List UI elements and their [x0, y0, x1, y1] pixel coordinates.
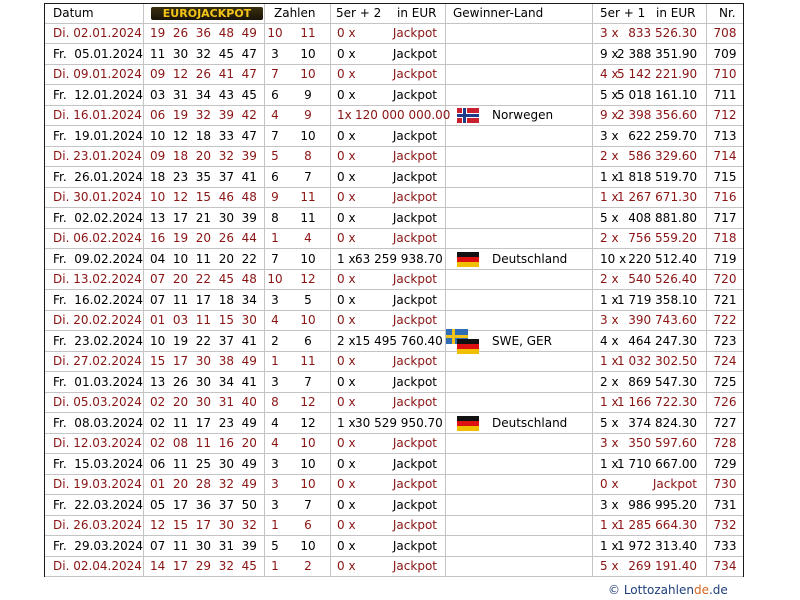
euro-number-2: 10	[300, 436, 316, 450]
table-row	[45, 229, 743, 249]
main-numbers: 07 20 22 45 48	[150, 272, 257, 286]
winners-5-plus-2: 0 x	[337, 149, 356, 163]
winners-5-plus-1: 3 x	[600, 497, 619, 512]
prize-5-plus-2: Jackpot	[392, 231, 437, 245]
winners-5-plus-2: 0 x	[337, 559, 356, 573]
draw-date: Di. 27.02.2024	[53, 354, 142, 368]
winner-country: Deutschland	[492, 415, 568, 430]
prize-5-plus-1: 986 995.20	[628, 497, 697, 512]
winners-5-plus-2: 0 x	[337, 272, 356, 286]
draw-number: 722	[713, 313, 737, 327]
main-numbers: 06 11 25 30 49	[150, 456, 257, 471]
table-row	[45, 414, 743, 434]
winners-5-plus-1: 0 x	[600, 477, 619, 491]
draw-number: 730	[713, 477, 737, 491]
euro-number-2: 10	[300, 46, 316, 61]
euro-number-2: 7	[304, 497, 312, 512]
winners-5-plus-2: 0 x	[337, 210, 356, 225]
euro-number-2: 10	[300, 456, 316, 471]
draw-number: 725	[713, 374, 737, 389]
draw-date: Fr. 23.02.2024	[53, 333, 144, 348]
copyright-tld: .de	[708, 583, 728, 597]
prize-5-plus-2: Jackpot	[392, 67, 437, 81]
table-row	[45, 557, 743, 577]
euro-number-2: 10	[300, 538, 316, 553]
winners-5-plus-1: 9 x	[600, 46, 619, 61]
prize-5-plus-1: 1 818 519.70	[617, 169, 698, 184]
winners-5-plus-1: 2 x	[600, 149, 619, 163]
winners-5-plus-1: 9 x	[600, 108, 619, 122]
main-numbers: 14 17 29 32 45	[150, 559, 257, 573]
prize-5-plus-1: 5 142 221.90	[617, 67, 698, 81]
eurojackpot-logo: EUROJACKPOT	[151, 7, 263, 20]
euro-number-1: 3	[271, 456, 279, 471]
winners-5-plus-1: 5 x	[600, 87, 619, 102]
table-row	[45, 393, 743, 413]
prize-5-plus-1: 390 743.60	[628, 313, 697, 327]
prize-5-plus-2: Jackpot	[392, 559, 437, 573]
main-numbers: 10 12 18 33 47	[150, 128, 257, 143]
prize-5-plus-1: 220 512.40	[628, 251, 697, 266]
prize-5-plus-2: Jackpot	[392, 169, 437, 184]
draw-date: Di. 12.03.2024	[53, 436, 142, 450]
table-row	[45, 24, 743, 44]
draw-date: Fr. 02.02.2024	[53, 210, 144, 225]
table-header-row	[45, 4, 743, 24]
euro-number-1: 4	[271, 108, 279, 122]
draw-number: 717	[713, 210, 737, 225]
euro-number-1: 3	[271, 292, 279, 307]
euro-number-1: 7	[271, 251, 279, 266]
prize-5-plus-1: 1 267 671.30	[617, 190, 698, 204]
germany-flag-icon	[457, 252, 479, 267]
euro-number-2: 7	[304, 374, 312, 389]
draw-date: Di. 06.02.2024	[53, 231, 142, 245]
main-numbers: 13 26 30 34 41	[150, 374, 257, 389]
header-in-eur: in EUR	[397, 6, 437, 20]
header-nr: Nr.	[719, 6, 736, 20]
winners-5-plus-2: 0 x	[337, 46, 356, 61]
copyright-text: © Lottozahlen	[608, 583, 694, 597]
euro-number-2: 5	[304, 292, 312, 307]
prize-5-plus-1: 1 285 664.30	[617, 518, 698, 532]
winners-5-plus-1: 3 x	[600, 26, 619, 40]
winners-5-plus-2: 1 x	[337, 415, 356, 430]
main-numbers: 02 20 30 31 40	[150, 395, 257, 409]
prize-5-plus-2: Jackpot	[392, 497, 437, 512]
draw-date: Di. 19.03.2024	[53, 477, 142, 491]
prize-5-plus-1: 464 247.30	[628, 333, 697, 348]
draw-number: 721	[713, 292, 737, 307]
prize-5-plus-2: Jackpot	[392, 149, 437, 163]
euro-number-1: 5	[271, 538, 279, 553]
table-row	[45, 147, 743, 167]
draw-date: Fr. 29.03.2024	[53, 538, 144, 553]
euro-number-2: 11	[300, 210, 316, 225]
table-row	[45, 332, 743, 352]
draw-date: Di. 13.02.2024	[53, 272, 142, 286]
draw-number: 710	[713, 67, 737, 81]
winners-5-plus-2: 0 x	[337, 87, 356, 102]
euro-number-2: 7	[304, 169, 312, 184]
prize-5-plus-2: 30 529 950.70	[355, 415, 443, 430]
table-row	[45, 537, 743, 557]
prize-5-plus-1: 540 526.40	[628, 272, 697, 286]
euro-number-1: 1	[271, 354, 279, 368]
winners-5-plus-1: 4 x	[600, 67, 619, 81]
winners-5-plus-2: 0 x	[337, 169, 356, 184]
table-row	[45, 434, 743, 454]
winners-5-plus-2: 0 x	[337, 128, 356, 143]
winners-5-plus-2: 0 x	[337, 395, 356, 409]
winners-5-plus-1: 3 x	[600, 128, 619, 143]
euro-number-1: 6	[271, 169, 279, 184]
euro-number-1: 9	[271, 190, 279, 204]
draw-date: Fr. 01.03.2024	[53, 374, 144, 389]
draw-number: 712	[713, 108, 737, 122]
main-numbers: 16 19 20 26 44	[150, 231, 257, 245]
main-numbers: 13 17 21 30 39	[150, 210, 257, 225]
prize-5-plus-1: 1 719 358.10	[617, 292, 698, 307]
prize-5-plus-1: 408 881.80	[628, 210, 697, 225]
table-row	[45, 373, 743, 393]
winners-5-plus-1: 1 x	[600, 354, 619, 368]
main-numbers: 10 19 22 37 41	[150, 333, 257, 348]
winners-5-plus-2: 0 x	[337, 292, 356, 307]
winner-country: SWE, GER	[492, 333, 552, 348]
euro-number-2: 9	[304, 108, 312, 122]
winners-5-plus-1: 1 x	[600, 395, 619, 409]
main-numbers: 09 12 26 41 47	[150, 67, 257, 81]
prize-5-plus-2: Jackpot	[392, 26, 437, 40]
winner-country: Deutschland	[492, 251, 568, 266]
winners-5-plus-1: 1 x	[600, 538, 619, 553]
euro-number-2: 10	[300, 67, 316, 81]
draw-date: Di. 02.04.2024	[53, 559, 142, 573]
main-numbers: 07 11 17 18 34	[150, 292, 257, 307]
table-row	[45, 516, 743, 536]
winners-5-plus-2: 1x	[337, 108, 352, 122]
draw-date: Fr. 16.02.2024	[53, 292, 144, 307]
prize-5-plus-2: Jackpot	[392, 518, 437, 532]
table-row	[45, 475, 743, 495]
winners-5-plus-2: 0 x	[337, 67, 356, 81]
euro-number-1: 10	[267, 272, 283, 286]
main-numbers: 09 18 20 32 39	[150, 149, 257, 163]
draw-number: 709	[713, 46, 737, 61]
draw-number: 729	[713, 456, 737, 471]
draw-number: 711	[713, 87, 737, 102]
prize-5-plus-1: 5 018 161.10	[617, 87, 698, 102]
table-row	[45, 496, 743, 516]
copyright-domain-part: de	[693, 583, 709, 597]
draw-number: 733	[713, 538, 737, 553]
prize-5-plus-2: Jackpot	[392, 210, 437, 225]
winners-5-plus-2: 0 x	[337, 374, 356, 389]
table-row	[45, 106, 743, 126]
prize-5-plus-1: Jackpot	[652, 477, 697, 491]
main-numbers: 07 11 30 31 39	[150, 538, 257, 553]
euro-number-2: 12	[300, 272, 316, 286]
prize-5-plus-1: 2 388 351.90	[617, 46, 698, 61]
prize-5-plus-2: Jackpot	[392, 477, 437, 491]
prize-5-plus-2: 120 000 000.00	[355, 108, 451, 122]
winners-5-plus-2: 0 x	[337, 313, 356, 327]
draw-date: Fr. 05.01.2024	[53, 46, 144, 61]
prize-5-plus-2: Jackpot	[392, 128, 437, 143]
prize-5-plus-2: Jackpot	[392, 272, 437, 286]
prize-5-plus-1: 374 824.30	[628, 415, 697, 430]
winners-5-plus-2: 0 x	[337, 26, 356, 40]
prize-5-plus-2: Jackpot	[392, 538, 437, 553]
prize-5-plus-1: 1 710 667.00	[617, 456, 698, 471]
main-numbers: 06 19 32 39 42	[150, 108, 257, 122]
euro-number-1: 7	[271, 67, 279, 81]
euro-number-1: 5	[271, 149, 279, 163]
euro-number-2: 9	[304, 87, 312, 102]
winners-5-plus-2: 1 x	[337, 251, 356, 266]
main-numbers: 12 15 17 30 32	[150, 518, 257, 532]
prize-5-plus-1: 2 398 356.60	[617, 108, 698, 122]
draw-number: 714	[713, 149, 737, 163]
winners-5-plus-2: 0 x	[337, 497, 356, 512]
euro-number-2: 4	[304, 231, 312, 245]
prize-5-plus-2: Jackpot	[392, 374, 437, 389]
euro-number-1: 3	[271, 497, 279, 512]
main-numbers: 03 31 34 43 45	[150, 87, 257, 102]
euro-number-1: 4	[271, 313, 279, 327]
winners-5-plus-1: 2 x	[600, 374, 619, 389]
main-numbers: 19 26 36 48 49	[150, 26, 257, 40]
euro-number-1: 4	[271, 415, 279, 430]
prize-5-plus-2: Jackpot	[392, 436, 437, 450]
winners-5-plus-2: 0 x	[337, 190, 356, 204]
prize-5-plus-1: 350 597.60	[628, 436, 697, 450]
table-row	[45, 250, 743, 270]
draw-date: Di. 05.03.2024	[53, 395, 142, 409]
euro-number-2: 6	[304, 333, 312, 348]
euro-number-2: 10	[300, 251, 316, 266]
table-row	[45, 188, 743, 208]
draw-number: 731	[713, 497, 737, 512]
winners-5-plus-1: 4 x	[600, 333, 619, 348]
draw-date: Di. 09.01.2024	[53, 67, 142, 81]
winners-5-plus-2: 0 x	[337, 456, 356, 471]
euro-number-1: 7	[271, 128, 279, 143]
euro-number-1: 8	[271, 395, 279, 409]
winners-5-plus-1: 1 x	[600, 190, 619, 204]
germany-flag-icon	[457, 416, 479, 431]
draw-number: 734	[713, 559, 737, 573]
prize-5-plus-1: 622 259.70	[628, 128, 697, 143]
prize-5-plus-2: 63 259 938.70	[355, 251, 443, 266]
draw-number: 715	[713, 169, 737, 184]
draw-date: Di. 20.02.2024	[53, 313, 142, 327]
euro-number-2: 10	[300, 477, 316, 491]
prize-5-plus-1: 1 166 722.30	[617, 395, 698, 409]
euro-number-1: 3	[271, 46, 279, 61]
draw-number: 728	[713, 436, 737, 450]
winners-5-plus-2: 2 x	[337, 333, 356, 348]
prize-5-plus-1: 586 329.60	[628, 149, 697, 163]
prize-5-plus-1: 869 547.30	[628, 374, 697, 389]
draw-date: Fr. 08.03.2024	[53, 415, 144, 430]
norway-flag-icon	[457, 108, 479, 123]
euro-number-2: 8	[304, 149, 312, 163]
main-numbers: 05 17 36 37 50	[150, 497, 257, 512]
winners-5-plus-1: 5 x	[600, 559, 619, 573]
euro-number-1: 1	[271, 518, 279, 532]
draw-number: 720	[713, 272, 737, 286]
draw-number: 719	[713, 251, 737, 266]
winners-5-plus-1: 3 x	[600, 436, 619, 450]
draw-number: 718	[713, 231, 737, 245]
euro-number-1: 4	[271, 436, 279, 450]
draw-date: Fr. 15.03.2024	[53, 456, 144, 471]
table-row	[45, 455, 743, 475]
euro-number-2: 10	[300, 313, 316, 327]
draw-number: 727	[713, 415, 737, 430]
euro-number-1: 10	[267, 26, 283, 40]
copyright-notice[interactable]	[608, 582, 728, 598]
draw-number: 724	[713, 354, 737, 368]
winners-5-plus-2: 0 x	[337, 436, 356, 450]
winners-5-plus-1: 3 x	[600, 313, 619, 327]
winners-5-plus-1: 1 x	[600, 456, 619, 471]
prize-5-plus-2: Jackpot	[392, 456, 437, 471]
main-numbers: 02 08 11 16 20	[150, 436, 257, 450]
prize-5-plus-1: 1 972 313.40	[617, 538, 698, 553]
prize-5-plus-2: Jackpot	[392, 190, 437, 204]
euro-number-2: 11	[300, 26, 316, 40]
prize-5-plus-1: 1 032 302.50	[617, 354, 698, 368]
table-row	[45, 65, 743, 85]
winners-5-plus-1: 5 x	[600, 415, 619, 430]
winners-5-plus-2: 0 x	[337, 231, 356, 245]
prize-5-plus-2: Jackpot	[392, 395, 437, 409]
winners-5-plus-2: 0 x	[337, 538, 356, 553]
table-row	[45, 209, 743, 229]
main-numbers: 15 17 30 38 49	[150, 354, 257, 368]
winners-5-plus-1: 1 x	[600, 169, 619, 184]
winners-5-plus-1: 1 x	[600, 518, 619, 532]
table-row	[45, 86, 743, 106]
euro-number-2: 11	[300, 354, 316, 368]
draw-number: 708	[713, 26, 737, 40]
prize-5-plus-2: Jackpot	[392, 313, 437, 327]
draw-number: 713	[713, 128, 737, 143]
euro-number-1: 3	[271, 477, 279, 491]
main-numbers: 18 23 35 37 41	[150, 169, 257, 184]
header-in-eur: in EUR	[656, 6, 696, 20]
euro-number-2: 2	[304, 559, 312, 573]
euro-number-1: 2	[271, 333, 279, 348]
euro-number-2: 12	[300, 415, 316, 430]
winners-5-plus-2: 0 x	[337, 477, 356, 491]
header-zahlen: Zahlen	[274, 6, 316, 20]
draw-date: Di. 30.01.2024	[53, 190, 142, 204]
prize-5-plus-2: Jackpot	[392, 87, 437, 102]
draw-date: Fr. 09.02.2024	[53, 251, 144, 266]
header-5er-plus-1: 5er + 1	[600, 6, 646, 20]
prize-5-plus-2: Jackpot	[392, 354, 437, 368]
main-numbers: 01 20 28 32 49	[150, 477, 257, 491]
euro-number-1: 6	[271, 87, 279, 102]
prize-5-plus-1: 756 559.20	[628, 231, 697, 245]
euro-number-2: 10	[300, 128, 316, 143]
draw-date: Di. 26.03.2024	[53, 518, 142, 532]
draw-date: Fr. 12.01.2024	[53, 87, 144, 102]
main-numbers: 11 30 32 45 47	[150, 46, 257, 61]
table-row	[45, 270, 743, 290]
draw-number: 723	[713, 333, 737, 348]
winners-5-plus-2: 0 x	[337, 518, 356, 532]
euro-number-1: 1	[271, 559, 279, 573]
table-row	[45, 352, 743, 372]
draw-date: Fr. 19.01.2024	[53, 128, 144, 143]
prize-5-plus-2: 15 495 760.40	[355, 333, 443, 348]
draw-date: Di. 02.01.2024	[53, 26, 142, 40]
winners-5-plus-1: 1 x	[600, 292, 619, 307]
prize-5-plus-1: 833 526.30	[628, 26, 697, 40]
euro-number-1: 3	[271, 374, 279, 389]
draw-number: 716	[713, 190, 737, 204]
euro-number-1: 8	[271, 210, 279, 225]
draw-number: 726	[713, 395, 737, 409]
prize-5-plus-2: Jackpot	[392, 46, 437, 61]
table-row	[45, 291, 743, 311]
winners-5-plus-1: 10 x	[600, 251, 627, 266]
euro-number-2: 6	[304, 518, 312, 532]
euro-number-2: 12	[300, 395, 316, 409]
main-numbers: 01 03 11 15 30	[150, 313, 257, 327]
winner-country: Norwegen	[492, 108, 554, 122]
draw-date: Fr. 26.01.2024	[53, 169, 144, 184]
main-numbers: 04 10 11 20 22	[150, 251, 257, 266]
draw-date: Di. 23.01.2024	[53, 149, 142, 163]
header-5er-plus-2: 5er + 2	[336, 6, 382, 20]
euro-number-1: 1	[271, 231, 279, 245]
table-row	[45, 311, 743, 331]
euro-number-2: 11	[300, 190, 316, 204]
winners-5-plus-1: 5 x	[600, 210, 619, 225]
draw-date: Fr. 22.03.2024	[53, 497, 144, 512]
header-datum: Datum	[53, 6, 94, 20]
prize-5-plus-2: Jackpot	[392, 292, 437, 307]
main-numbers: 10 12 15 46 48	[150, 190, 257, 204]
winners-5-plus-1: 2 x	[600, 272, 619, 286]
table-row	[45, 45, 743, 65]
prize-5-plus-1: 269 191.40	[628, 559, 697, 573]
draw-number: 732	[713, 518, 737, 532]
main-numbers: 02 11 17 23 49	[150, 415, 257, 430]
draw-date: Di. 16.01.2024	[53, 108, 142, 122]
winners-5-plus-1: 2 x	[600, 231, 619, 245]
header-gewinner-land: Gewinner-Land	[453, 6, 544, 20]
table-row	[45, 168, 743, 188]
table-row	[45, 127, 743, 147]
winners-5-plus-2: 0 x	[337, 354, 356, 368]
